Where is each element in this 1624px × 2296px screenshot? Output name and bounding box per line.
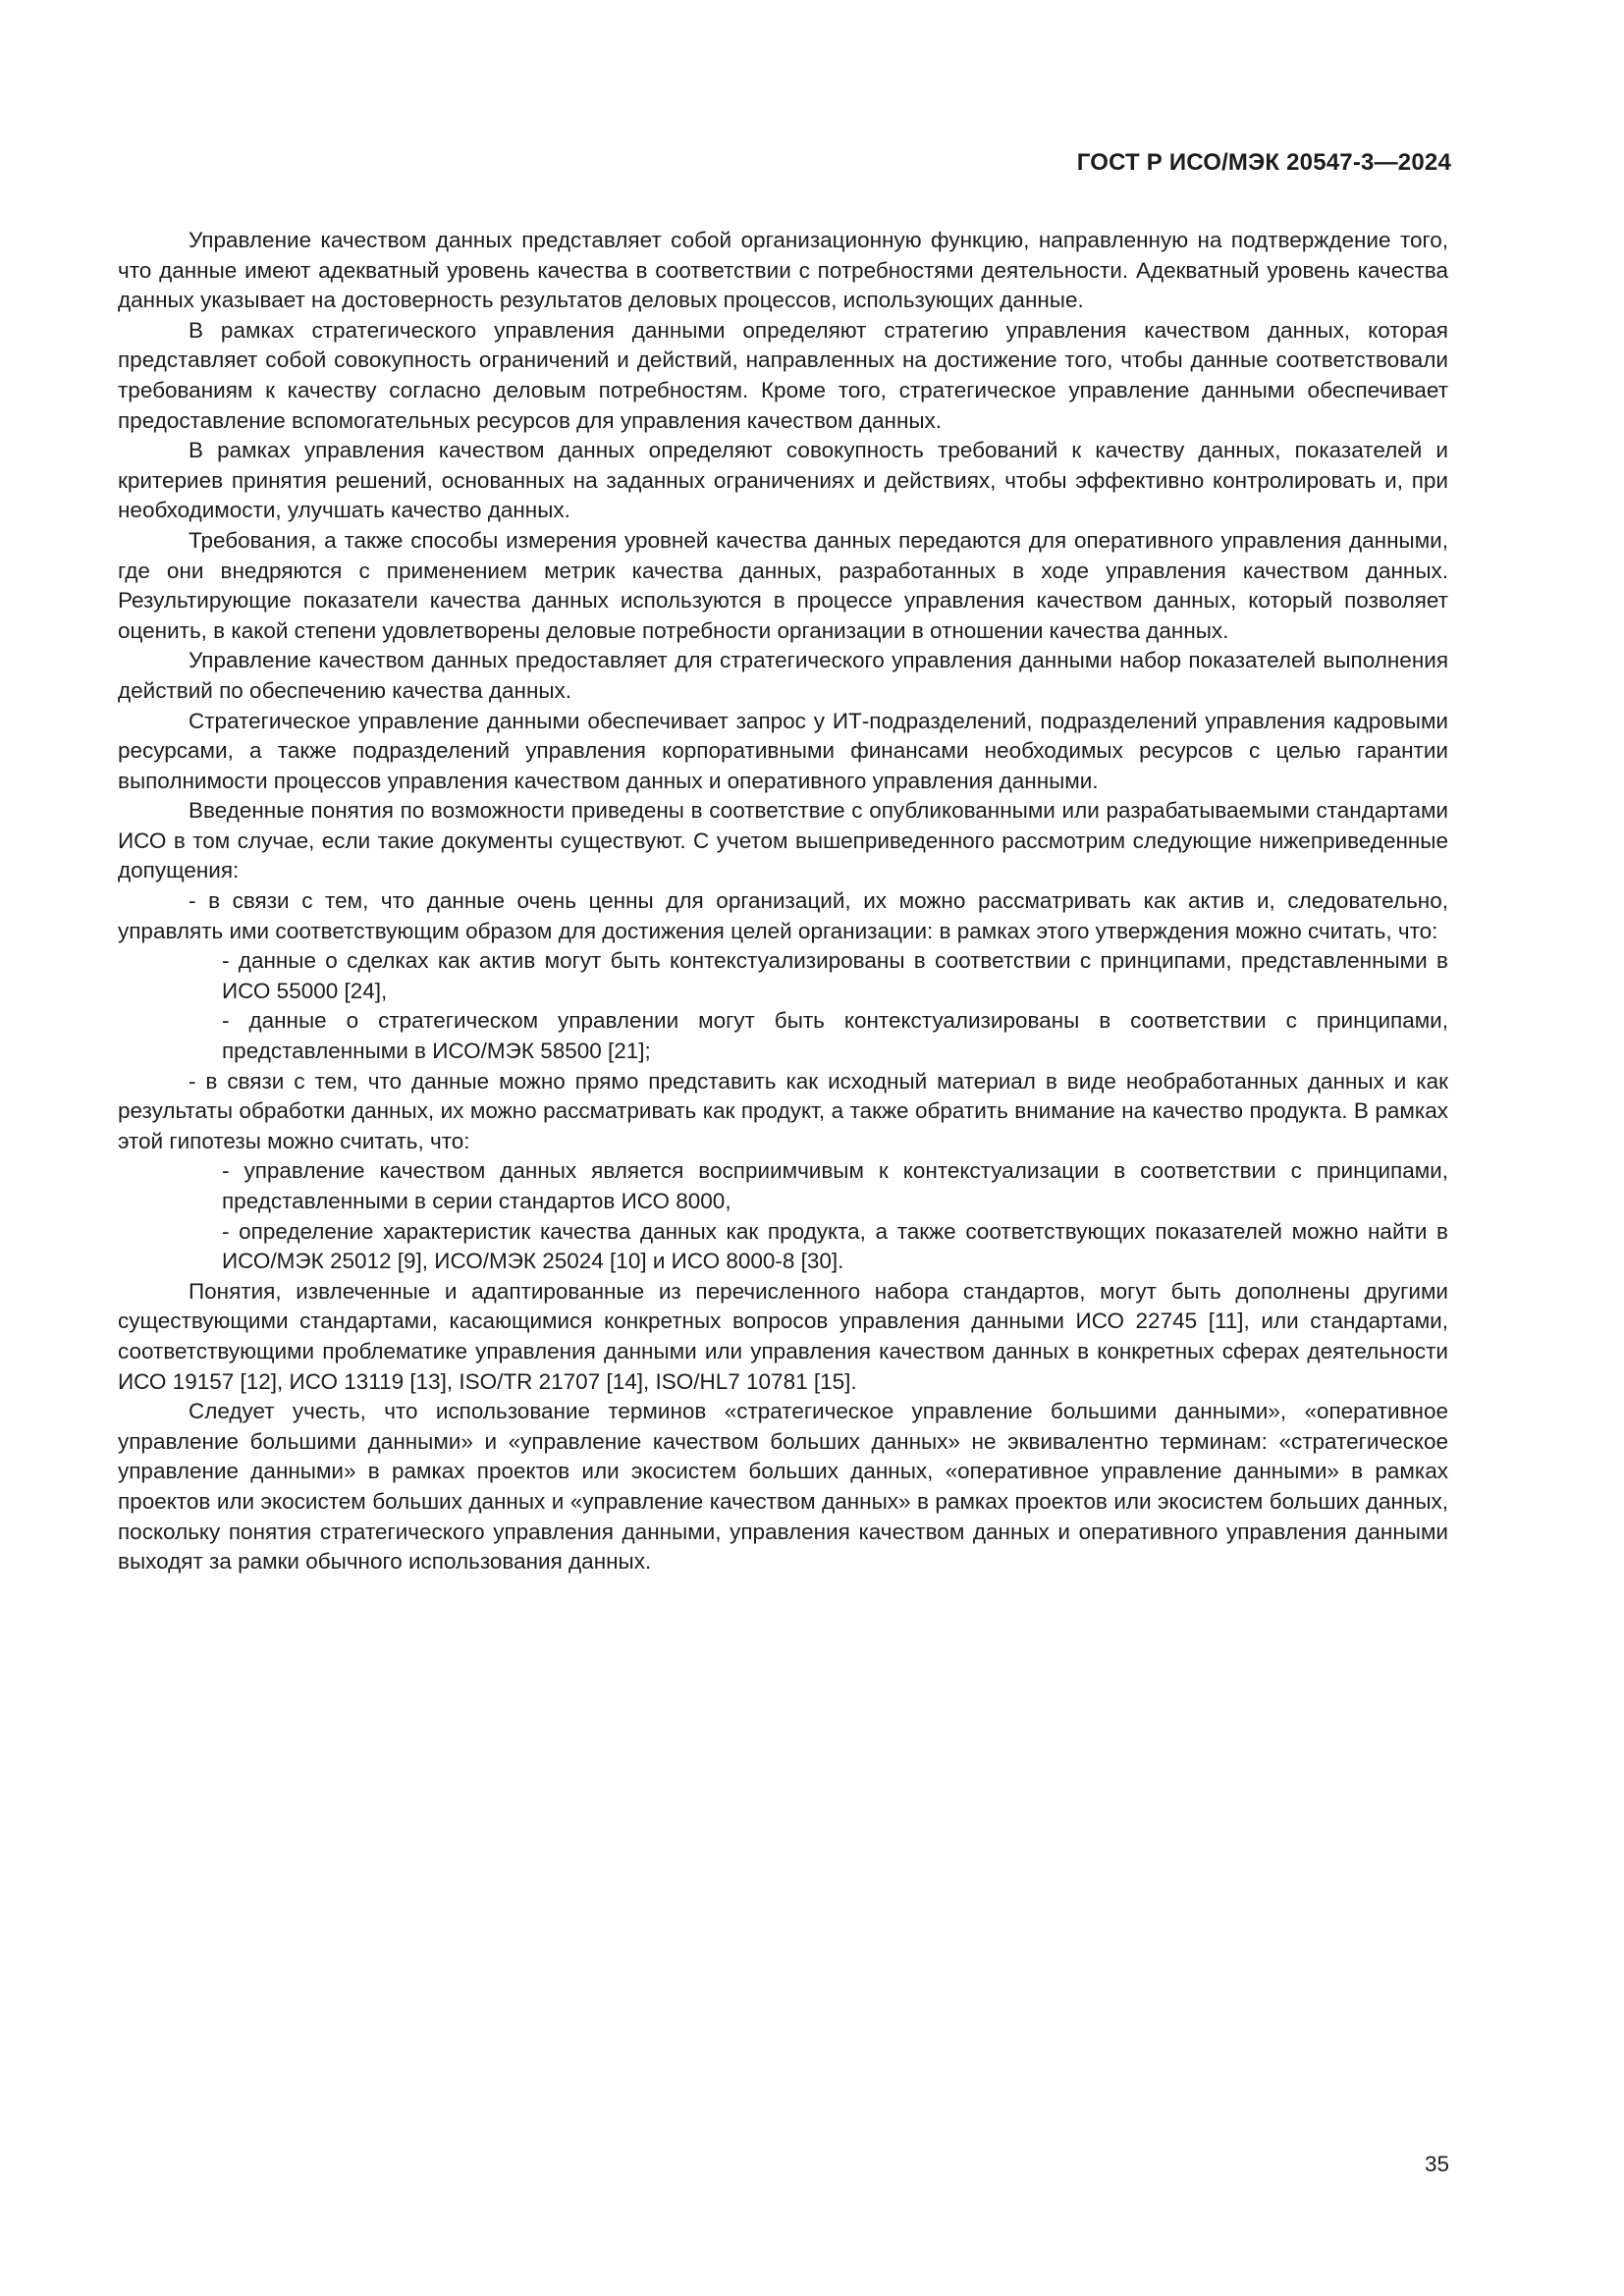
paragraph-dq-requirements: В рамках управления качеством данных определяют совокупность требований к качеству данных, показателей и критериев принятия решений, основанных на заданных ограничениях и действиях, чтобы эффективно контролировать и, при необходимости, улучшать качество данных. [118, 438, 1448, 523]
sub-list-item-iso-58500: - данные о стратегическом управлении могут быть контекстуализированы в соответствии с принципами, представленными в ИСО/МЭК 58500 [21]; [222, 1008, 1448, 1064]
paragraph-terminology-note: Следует учесть, что использование терминов «стратегическое управление большими данными», «оперативное управление большими данными» и «управление качеством больших данных» не эквивалентно терминам: «стратегическое управление данными» в рамках проектов или экосистем больших данных, «оперативное управление данными» в рамках проектов или экосистем больших данных и «управление качеством данных» в рамках проектов или экосистем больших данных, поскольку понятия стратегического управления данными, управления качеством данных и оперативного управления данными выходят за рамки обычного использования данных. [118, 1399, 1448, 1575]
document-header: ГОСТ Р ИСО/МЭК 20547-3—2024 [1076, 149, 1451, 176]
paragraph-dq-metrics: Требования, а также способы измерения уровней качества данных передаются для оперативного управления данными, где они внедряются с применением метрик качества данных, разработанных в ходе управления качеством данных. Результирующие показатели качества данных используются в процессе управления качеством данных, который позволяет оценить, в какой степени удовлетворены деловые потребности организации в отношении качества данных. [118, 527, 1448, 643]
paragraph-dq-strategy: В рамках стратегического управления данными определяют стратегию управления качеством данных, которая представляет собой совокупность ограничений и действий, направленных на достижение того, чтобы данные соответствовали требованиям к качеству согласно деловым потребностям. Кроме того, стратегическое управление данными обеспечивает предоставление вспомогательных ресурсов для управления качеством данных. [118, 317, 1448, 433]
sub-list-item-iso-25012: - определение характеристик качества данных как продукта, а также соответствующих показателей можно найти в ИСО/МЭК 25012 [9], ИСО/МЭК 25024 [10] и ИСО 8000-8 [30]. [222, 1218, 1448, 1274]
page-number: 35 [1424, 2152, 1449, 2176]
sub-list-item-iso-8000: - управление качеством данных является восприимчивым к контекстуализации в соответствии с принципами, представленными в серии стандартов ИСО 8000, [222, 1158, 1448, 1213]
list-item-data-as-product: - в связи с тем, что данные можно прямо представить как исходный материал в виде необработанных данных и как результаты обработки данных, их можно рассматривать как продукт, а также обратить внимание на качество продукта. В рамках этой гипотезы можно считать, что: [118, 1068, 1448, 1153]
paragraph-dq-indicators: Управление качеством данных предоставляет для стратегического управления данными набор показателей выполнения действий по обеспечению качества данных. [118, 648, 1448, 703]
paragraph-other-standards: Понятия, извлеченные и адаптированные из перечисленного набора стандартов, могут быть дополнены другими существующими стандартами, касающимися конкретных вопросов управления данными ИСО 22745 [11], или стандартами, соответствующими проблематике управления данными или управления качеством данных в конкретных сферах деятельности ИСО 19157 [12], ИСО 13119 [13], ISO/TR 21707 [14], ISO/HL7 10781 [15]. [118, 1278, 1448, 1394]
paragraph-resources: Стратегическое управление данными обеспечивает запрос у ИТ-подразделений, подразделений управления кадровыми ресурсами, а также подразделений управления корпоративными финансами необходимых ресурсов с целью гарантии выполнимости процессов управления качеством данных и оперативного управления данными. [118, 708, 1448, 793]
paragraph-iso-alignment: Введенные понятия по возможности приведены в соответствие с опубликованными или разрабатываемыми стандартами ИСО в том случае, если такие документы существуют. С учетом вышеприведенного рассмотрим следующие нижеприведенные допущения: [118, 798, 1448, 883]
list-item-data-as-asset: - в связи с тем, что данные очень ценны для организаций, их можно рассматривать как актив и, следовательно, управлять ими соответствующим образом для достижения целей организации: в рамках этого утверждения можно считать, что: [118, 888, 1448, 943]
document-body [118, 226, 1448, 1577]
sub-list-item-iso-55000: - данные о сделках как актив могут быть контекстуализированы в соответствии с принципами, представленными в ИСО 55000 [24], [222, 948, 1448, 1003]
paragraph-dq-definition: Управление качеством данных представляет собой организационную функцию, направленную на подтверждение того, что данные имеют адекватный уровень качества в соответствии с потребностями деятельности. Адекватный уровень качества данных указывает на достоверность результатов деловых процессов, использующих данные. [118, 228, 1448, 313]
